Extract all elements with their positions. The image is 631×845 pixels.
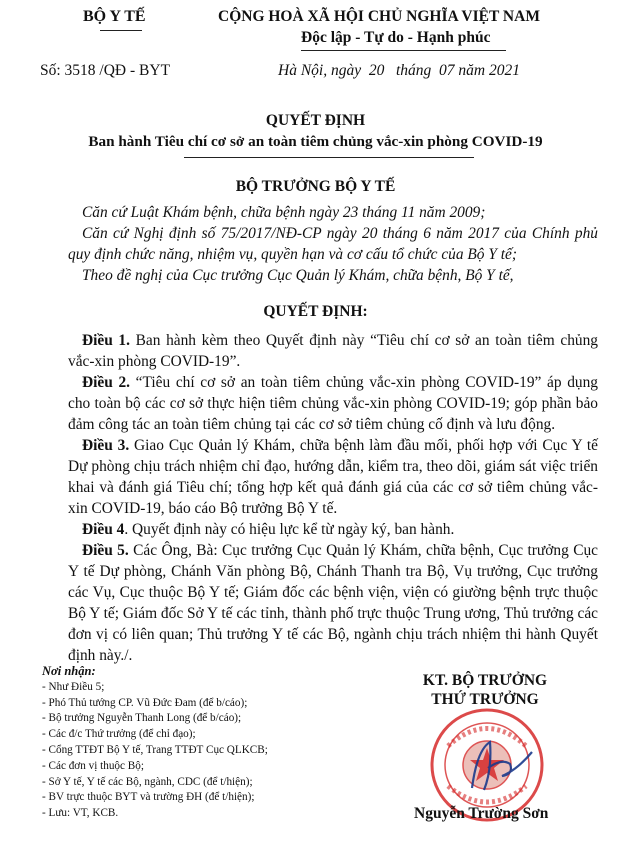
article-text: . Quyết định này có hiệu lực kể từ ngày ký, ban hành.	[124, 521, 455, 538]
recipients-heading: Nơi nhận:	[42, 664, 96, 678]
decision-title: QUYẾT ĐỊNH	[265, 112, 366, 129]
basis-item: Căn cứ Luật Khám bệnh, chữa bệnh ngày 23 tháng 11 năm 2009;	[82, 204, 486, 221]
recipients	[42, 664, 268, 822]
article-label: Điều 4	[82, 521, 125, 538]
recipient-item: - Phó Thủ tướng CP. Vũ Đức Đam (để b/cáo);	[42, 696, 248, 709]
article-4	[68, 519, 598, 540]
article-label: Điều 1.	[82, 332, 130, 349]
subject-underline	[184, 157, 474, 158]
ministry-name: BỘ Y TẾ	[83, 8, 146, 25]
decision-subject: Ban hành Tiêu chí cơ sở an toàn tiêm chủng vắc-xin phòng COVID-19	[88, 133, 543, 150]
signature-position: THỨ TRƯỞNG	[431, 691, 539, 708]
document-number: Số: 3518 /QĐ - BYT	[40, 62, 171, 79]
recipient-item: - Lưu: VT, KCB.	[42, 807, 119, 820]
article-5	[68, 540, 598, 666]
place-date: Hà Nội, ngày 20 tháng 07 năm 2021	[278, 62, 520, 79]
ministry-underline	[100, 30, 142, 31]
handwritten-signature	[462, 730, 542, 800]
article-1	[68, 330, 598, 372]
issuing-authority: BỘ TRƯỞNG BỘ Y TẾ	[235, 178, 396, 195]
recipient-item: - Như Điều 5;	[42, 680, 105, 693]
country-name: CỘNG HOÀ XÃ HỘI CHỦ NGHĨA VIỆT NAM	[218, 8, 540, 25]
motto-underline	[301, 50, 506, 51]
signature-on-behalf: KT. BỘ TRƯỞNG	[422, 672, 548, 689]
article-text: Ban hành kèm theo Quyết định này “Tiêu chí cơ sở an toàn tiêm chủng vắc-xin phòng COVID-19”.	[68, 332, 598, 370]
signer-name: Nguyễn Trường Sơn	[414, 805, 549, 822]
basis-item: Căn cứ Nghị định số 75/2017/NĐ-CP ngày 20 tháng 6 năm 2017 của Chính phủ quy định chức năng, nhiệm vụ, quyền hạn và cơ cấu tổ chức của Bộ Y tế;	[68, 225, 598, 263]
article-label: Điều 5.	[82, 542, 129, 559]
article-text: Các Ông, Bà: Cục trưởng Cục Quản lý Khám, chữa bệnh, Cục trưởng Cục Y tế Dự phòng, Chánh Văn phòng Bộ, Chánh Thanh tra Bộ, Vụ trưởng, Cục trưởng các Vụ, Cục thuộc Bộ Y tế; Giám đốc các bệnh viện, viện có giường bệnh trực thuộc Bộ Y tế; Giám đốc Sở Y tế các tỉnh, thành phố trực thuộc Trung ương, Thủ trưởng các đơn vị có liên quan; Thủ trưởng Y tế các Bộ, ngành chịu trách nhiệm thi hành Quyết định này./.	[68, 542, 598, 664]
article-text: Giao Cục Quản lý Khám, chữa bệnh làm đầu mối, phối hợp với Cục Y tế Dự phòng chịu trách nhiệm chỉ đạo, hướng dẫn, kiểm tra, theo dõi, giám sát việc triển khai và đánh giá Tiêu chí; tổng hợp kết quả đánh giá của các cơ sở tiêm chủng vắc-xin COVID-19, báo cáo Bộ trưởng Bộ Y tế.	[68, 437, 598, 517]
article-3	[68, 435, 598, 519]
recipient-item: - Sở Y tế, Y tế các Bộ, ngành, CDC (để t/hiện);	[42, 775, 253, 788]
national-motto: Độc lập - Tự do - Hạnh phúc	[301, 29, 491, 46]
article-text: “Tiêu chí cơ sở an toàn tiêm chủng vắc-xin phòng COVID-19” áp dụng cho toàn bộ các cơ sở thực hiện tiêm chủng vắc-xin phòng COVID-19; góp phần bảo đảm công tác an toàn tiêm chủng tại các cơ sở tiêm chủng cố định và lưu động.	[68, 374, 598, 433]
recipient-item: - Các đ/c Thứ trưởng (để chỉ đạo);	[42, 728, 196, 741]
recipient-item: - Các đơn vị thuộc Bộ;	[42, 759, 144, 772]
legal-bases	[68, 202, 598, 286]
recipient-item: - Bộ trưởng Nguyễn Thanh Long (để b/cáo);	[42, 712, 242, 725]
article-label: Điều 3.	[82, 437, 130, 454]
basis-item: Theo đề nghị của Cục trưởng Cục Quản lý Khám, chữa bệnh, Bộ Y tế,	[82, 267, 514, 284]
articles	[68, 330, 598, 666]
recipient-item: - BV trực thuộc BYT và trường ĐH (để t/hiện);	[42, 791, 255, 804]
decision-heading: QUYẾT ĐỊNH:	[263, 303, 368, 320]
recipient-item: - Cổng TTĐT Bộ Y tế, Trang TTĐT Cục QLKCB;	[42, 743, 268, 756]
article-2	[68, 372, 598, 435]
article-label: Điều 2.	[82, 374, 130, 391]
